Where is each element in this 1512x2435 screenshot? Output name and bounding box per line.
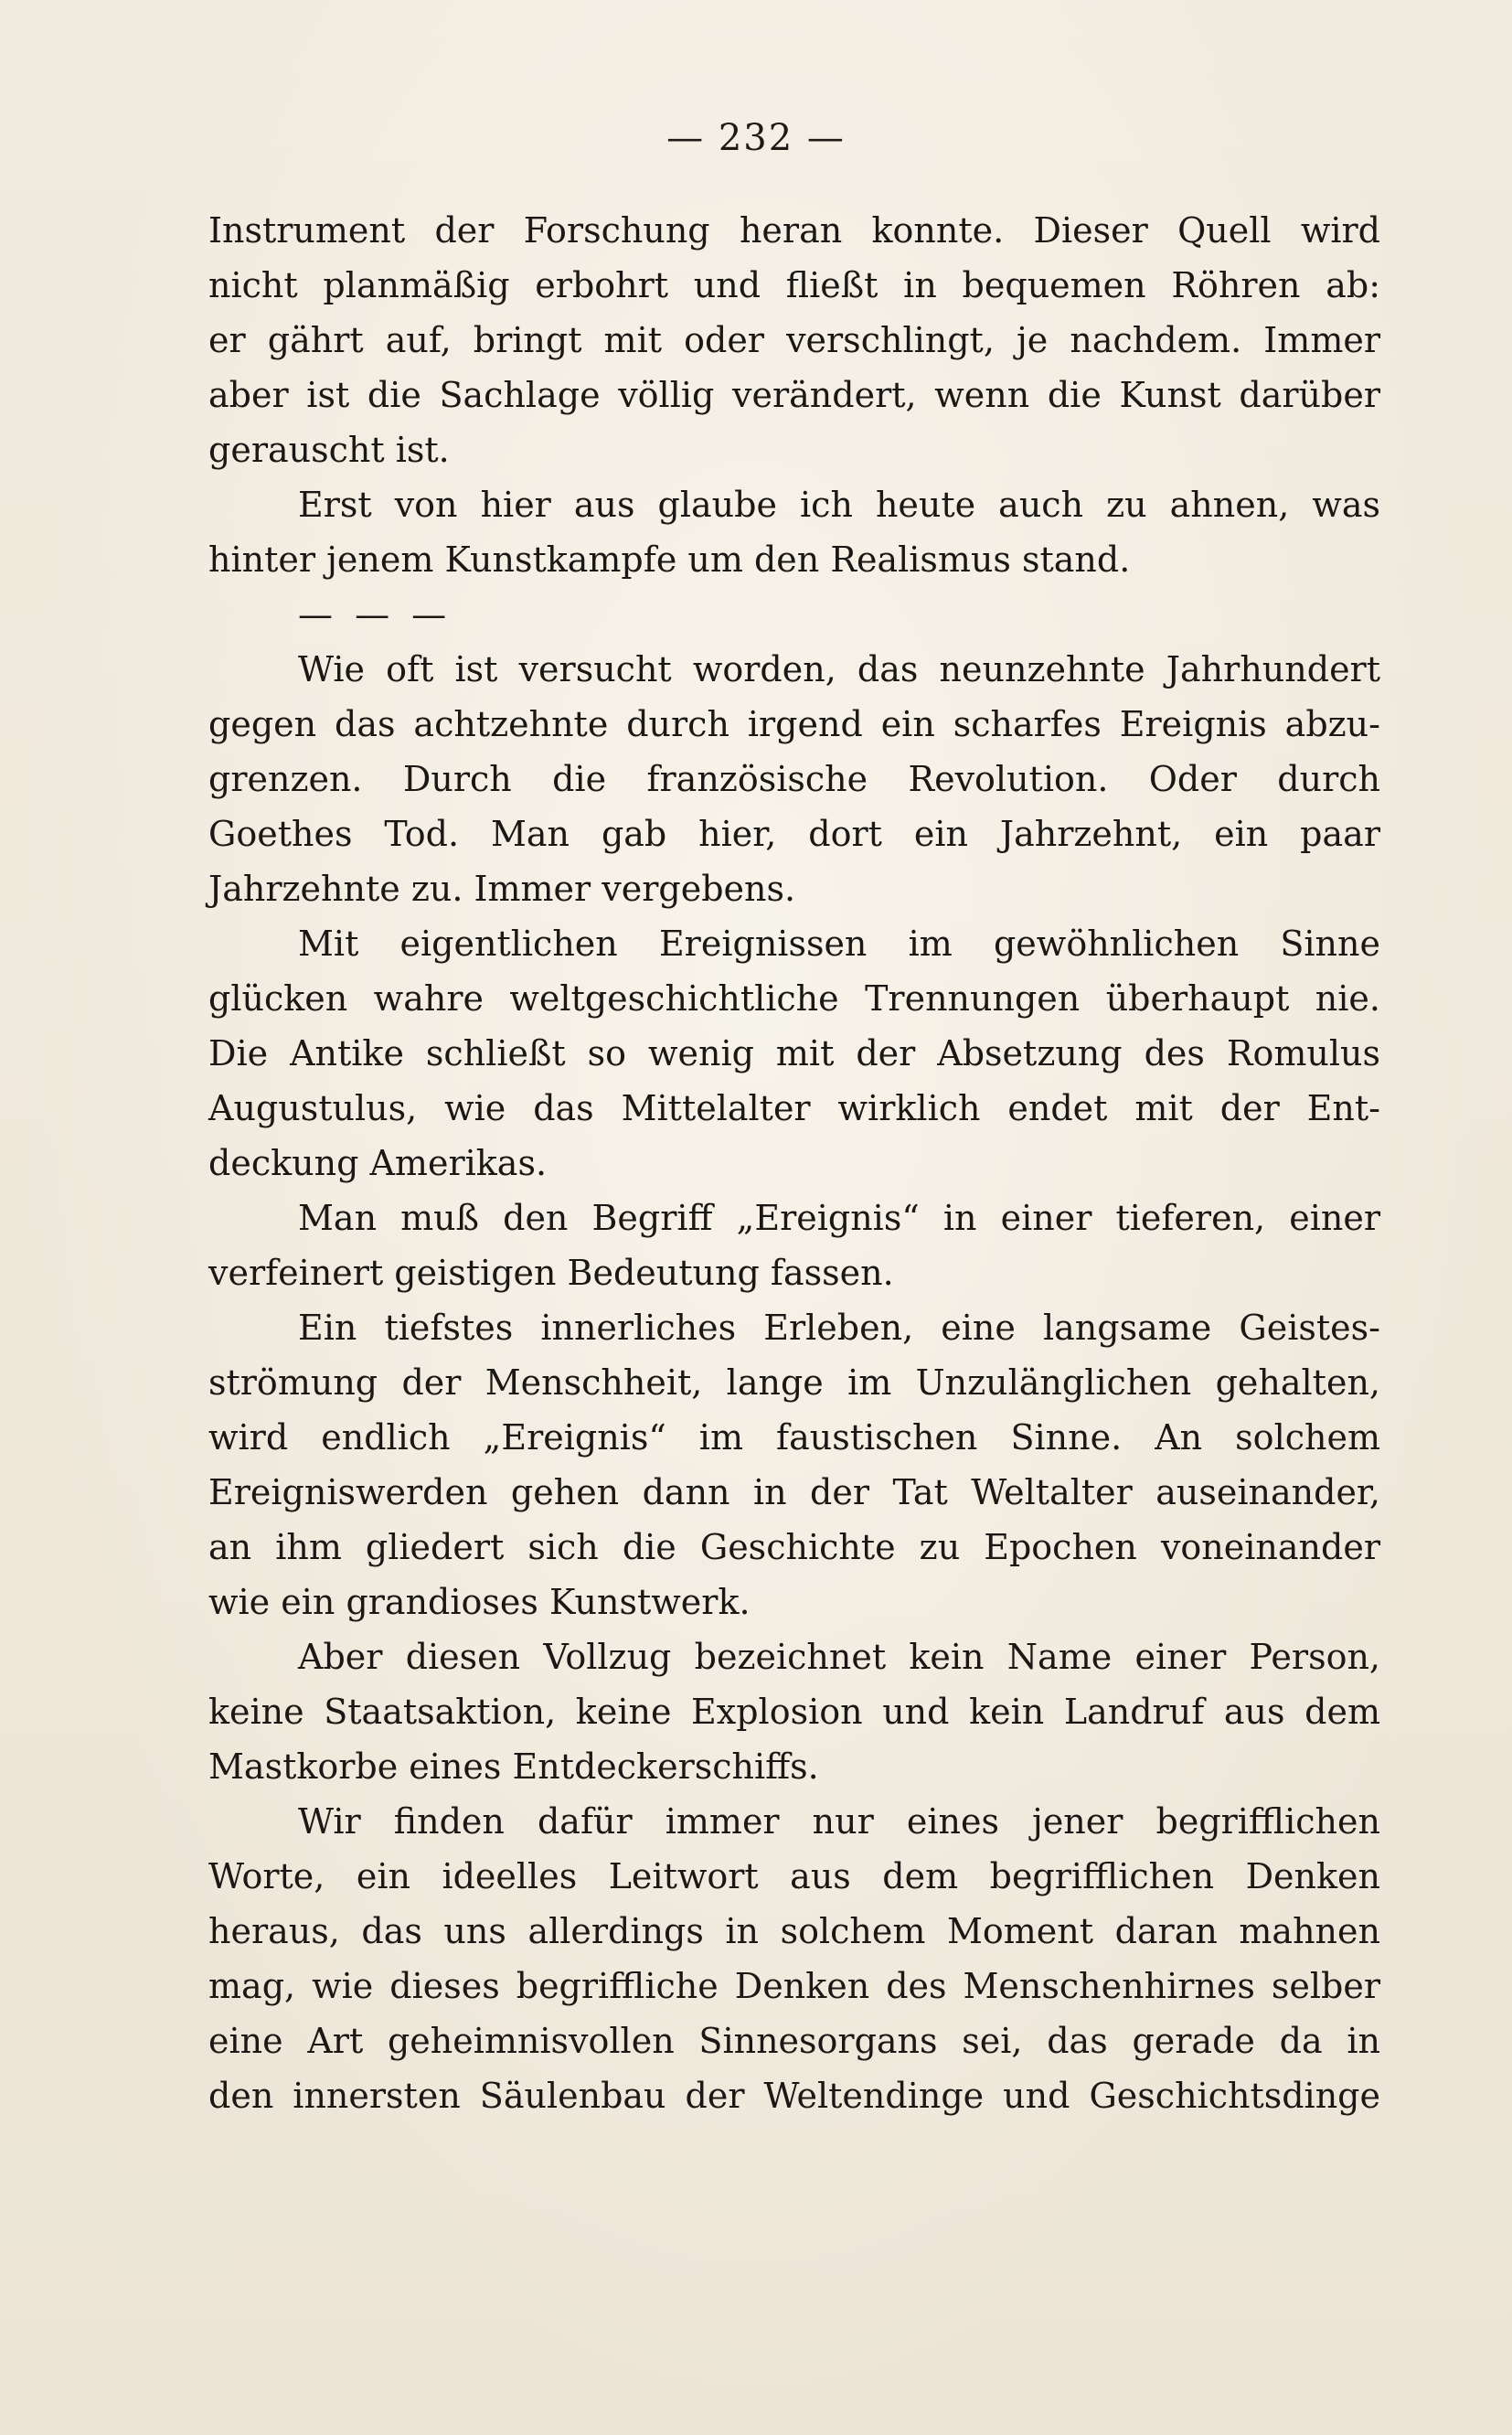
body-text xyxy=(208,203,1380,2123)
text-line: Mastkorbe eines Entdeckerschiffs. xyxy=(208,1746,819,1787)
text-line: strömung der Menschheit, lange im Unzulänglichen gehalten, xyxy=(208,1362,1380,1403)
page-number: — 232 — xyxy=(666,117,846,159)
paragraph xyxy=(208,1300,1380,1629)
text-line: verfeinert geistigen Bedeutung fassen. xyxy=(208,1253,894,1293)
text-line: Ereigniswerden gehen dann in der Tat Weltalter auseinander, xyxy=(208,1472,1380,1512)
text-line: Man muß den Begriff „Ereignis“ in einer tieferen, einer xyxy=(298,1198,1380,1238)
text-line: Instrument der Forschung heran konnte. Dieser Quell wird xyxy=(208,210,1380,251)
text-line: hinter jenem Kunstkampfe um den Realismus stand. xyxy=(208,539,1131,580)
text-line: eine Art geheimnisvollen Sinnesorgans sei, das gerade da in xyxy=(208,2021,1380,2061)
text-line: Jahrzehnte zu. Immer vergebens. xyxy=(208,869,796,909)
text-line: Wir finden dafür immer nur eines jener begrifflichen xyxy=(298,1801,1380,1842)
paragraph xyxy=(208,642,1380,916)
text-line: gegen das achtzehnte durch irgend ein scharfes Ereignis abzu- xyxy=(208,704,1380,744)
section-separator: — — — xyxy=(298,594,453,635)
text-line: Worte, ein ideelles Leitwort aus dem begrifflichen Denken xyxy=(208,1856,1380,1896)
text-line: mag, wie dieses begriffliche Denken des Menschenhirnes selber xyxy=(208,1966,1380,2006)
text-line: Erst von hier aus glaube ich heute auch zu ahnen, was xyxy=(298,485,1380,525)
paragraph xyxy=(208,916,1380,1191)
text-line: Aber diesen Vollzug bezeichnet kein Name einer Person, xyxy=(298,1637,1380,1677)
text-line: Wie oft ist versucht worden, das neunzehnte Jahrhundert xyxy=(298,649,1380,689)
text-line: deckung Amerikas. xyxy=(208,1143,548,1183)
text-line: Die Antike schließt so wenig mit der Absetzung des Romulus xyxy=(208,1033,1380,1073)
paragraph xyxy=(208,1629,1380,1794)
paragraph xyxy=(208,1794,1380,2123)
text-line: Goethes Tod. Man gab hier, dort ein Jahrzehnt, ein paar xyxy=(208,814,1380,854)
text-line: aber ist die Sachlage völlig verändert, wenn die Kunst darüber xyxy=(208,375,1380,415)
text-line: keine Staatsaktion, keine Explosion und kein Landruf aus dem xyxy=(208,1692,1380,1732)
text-line: Augustulus, wie das Mittelalter wirklich endet mit der Ent- xyxy=(208,1088,1380,1128)
text-line: er gährt auf, bringt mit oder verschlingt, je nachdem. Immer xyxy=(208,320,1380,360)
text-line: heraus, das uns allerdings in solchem Moment daran mahnen xyxy=(208,1911,1380,1951)
text-line: Ein tiefstes innerliches Erleben, eine langsame Geistes- xyxy=(298,1308,1380,1348)
text-line: glücken wahre weltgeschichtliche Trennungen überhaupt nie. xyxy=(208,978,1380,1019)
text-line: an ihm gliedert sich die Geschichte zu Epochen voneinander xyxy=(208,1527,1380,1567)
text-line: den innersten Säulenbau der Weltendinge und Geschichtsdinge xyxy=(208,2076,1380,2116)
text-line: wie ein grandioses Kunstwerk. xyxy=(208,1582,751,1622)
paragraph xyxy=(208,1191,1380,1300)
text-line: nicht planmäßig erbohrt und fließt in bequemen Röhren ab: xyxy=(208,265,1380,305)
text-line: wird endlich „Ereignis“ im faustischen Sinne. An solchem xyxy=(208,1417,1380,1458)
paragraph xyxy=(208,477,1380,587)
text-line: gerauscht ist. xyxy=(208,430,450,470)
paragraph xyxy=(208,203,1380,477)
text-line: Mit eigentlichen Ereignissen im gewöhnlichen Sinne xyxy=(298,924,1380,964)
text-line: grenzen. Durch die französische Revolution. Oder durch xyxy=(208,759,1380,799)
